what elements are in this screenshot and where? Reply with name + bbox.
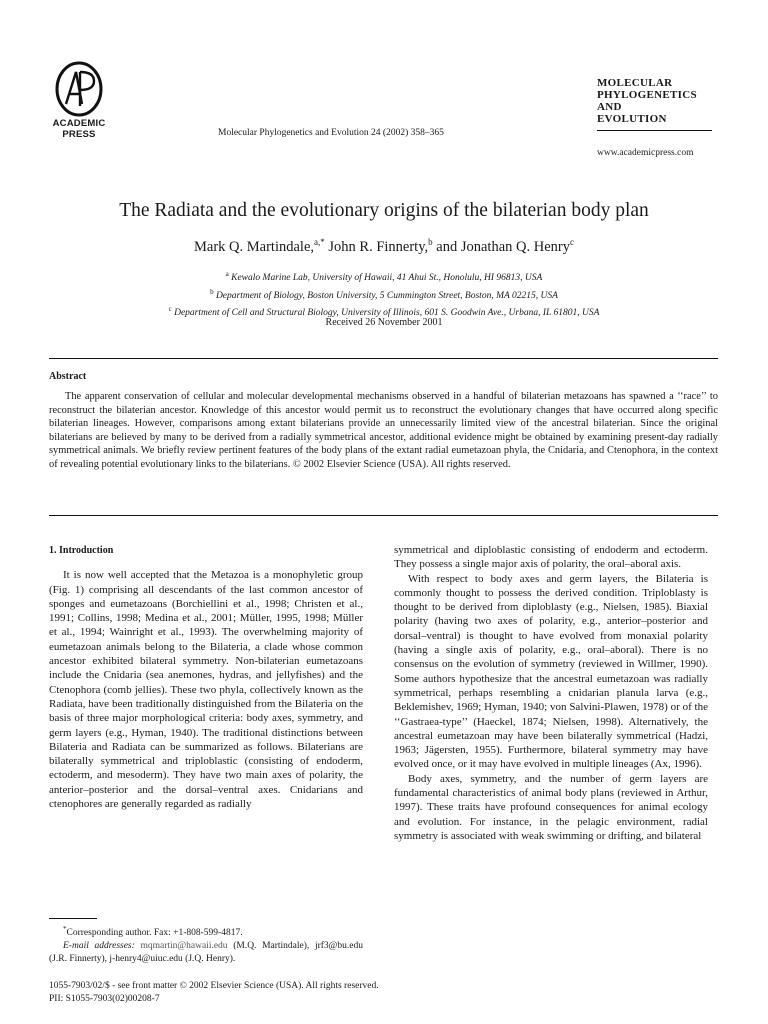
- body-paragraph: With respect to body axes and germ layers, the Bilateria is commonly thought to possess the derived condition. Triploblasty is thought to be derived from diploblasty (e.g., Nielsen, 1985). Biaxial polarity (having two axes of polarity, e.g., anterior–posterior and dorsal–ventral) is thought to have evolved from monaxial polarity (having a single axis of polarity, e.g., oral–aboral). There is no consensus on the evolution of symmetry (reviewed in Willmer, 1990). Some authors hypothesize that the ancestral eumetazoan was radially symmetrical, perhaps resembling a cnidarian planula larva (e.g., Beklemishev, 1969; Hyman, 1940; von Salvini-Plawen, 1978) or of the ‘‘Gastraea-type’’ (Haeckel, 1874; Nielsen, 1998). Alternatively, the ancestral eumetazoan may have been bilaterally symmetrical (Hadzi, 1963; Jägersten, 1955). Furthermore, bilateral symmetry may have evolved once, or it may have evolved in multiple lineages (Ax, 1996).: [394, 572, 708, 771]
- abstract-top-rule: [49, 358, 718, 359]
- email-link[interactable]: mqmartin@hawaii.edu: [140, 941, 228, 952]
- footnote-corresponding: *Corresponding author. Fax: +1-808-599-4817.: [63, 925, 243, 939]
- journal-name: MOLECULAR PHYLOGENETICS AND EVOLUTION: [597, 77, 697, 125]
- publisher-logo: [44, 60, 124, 140]
- publisher-name: ACADEMIC PRESS: [52, 118, 106, 140]
- ap-logo-icon: [52, 60, 106, 118]
- affiliation: $^a$ Kewalo Marine Lab, University of Hawaii, 41 Ahui St., Honolulu, HI 96813, USA: [225, 270, 543, 284]
- journal-divider: [597, 130, 712, 131]
- copyright-line: 1055-7903/02/$ - see front matter © 2002 Elsevier Science (USA). All rights reserved. PII: S1055-7903(02)00208-7: [49, 981, 379, 1004]
- footnote-rule: [49, 918, 97, 919]
- right-column: [394, 543, 708, 843]
- footnote-emails: E-mail addresses: mqmartin@hawaii.edu (M.Q. Martindale), jrf3@bu.edu (J.R. Finnerty), j-henry4@uiuc.edu (J.Q. Henry).: [49, 941, 364, 965]
- footnote: [49, 923, 363, 966]
- abstract-bottom-rule: [49, 515, 718, 516]
- abstract-heading: Abstract: [49, 371, 87, 382]
- journal-url[interactable]: www.academicpress.com: [597, 148, 694, 158]
- author-name: and Jonathan Q. Henry: [432, 238, 570, 255]
- article-title: The Radiata and the evolutionary origins of the bilaterian body plan: [119, 200, 649, 221]
- body-paragraph: Body axes, symmetry, and the number of germ layers are fundamental characteristics of animal body plans (reviewed in Arthur, 1997). These traits have profound consequences for animal ecology and evolution. For instance, in the pelagic environment, radial symmetry is associated with weak swimming or drifting, and bilateral: [394, 772, 708, 842]
- received-date: Received 26 November 2001: [325, 317, 443, 328]
- author-affil-marker: b: [428, 237, 433, 247]
- abstract-text: The apparent conservation of cellular and molecular developmental mechanisms observed in a handful of bilaterian metazoans has spawned a ‘‘race’’ to reconstruct the bilaterian ancestor. Knowledge of this ancestor would permit us to reconstruct the evolutionary changes that have occurred along specific bilaterian lineages. However, comparisons among extant bilaterians provide an unnecessarily limited view of the ancestral bilaterian. Since the original bilaterians are believed by many to be derived from a radially symmetrical ancestor, additional evidence might be obtained by examining present-day radially symmetrical animals. We briefly review pertinent features of the body plans of the extant radial eumetazoan phyla, the Cnidaria, and Ctenophora, in the context of revealing potential evolutionary links to the bilaterians. © 2002 Elsevier Science (USA). All rights reserved.: [49, 391, 718, 470]
- journal-reference: Molecular Phylogenetics and Evolution 24 (2002) 358–365: [218, 128, 444, 138]
- author-affil-marker: a,*: [314, 237, 325, 247]
- author-list: [0, 237, 768, 256]
- body-paragraph: It is now well accepted that the Metazoa is a monophyletic group (Fig. 1) comprising all descendants of the last common ancestor of sponges and eumetazoans (Borchiellini et al., 1998; Christen et al., 1991; Collins, 1998; Medina et al., 2001; Müller, 1995, 1998; Müller et al., 1994; Wainright et al., 1993). The overwhelming majority of eumetazoan animals belong to the Bilateria, a clade whose common ancestor exhibited bilateral symmetry. Non-bilaterian eumetazoans include the Cnidaria (sea anemones, hydras, and jellyfishes) and the Ctenophora (comb jellies). These two phyla, collectively known as the Radiata, have been traditionally distinguished from the Bilateria on the basis of three major morphological criteria: body axes, symmetry, and germ layers (e.g., Hyman, 1940). The traditional distinctions between Bilateria and Radiata can be summarized as follows. Bilaterians are bilaterally symmetrical and triploblastic (consisting of endoderm, ectoderm, and mesoderm). They have two main axes of polarity, the anterior–posterior and the dorsal–ventral axes. Cnidarians and ctenophores are generally regarded as radially: [49, 569, 363, 811]
- section-heading: 1. Introduction: [49, 545, 114, 556]
- affiliation: $^b$ Department of Biology, Boston University, 5 Cummington Street, Boston, MA 02215, USA: [210, 287, 558, 301]
- author-name: John R. Finnerty,: [324, 238, 429, 255]
- affiliations: [0, 268, 768, 321]
- body-paragraph: symmetrical and diploblastic consisting of endoderm and ectoderm. They possess a single major axis of polarity, the oral–aboral axis.: [394, 544, 708, 571]
- author-name: Mark Q. Martindale,: [194, 238, 315, 255]
- author-affil-marker: c: [569, 237, 574, 247]
- left-column: [49, 540, 363, 811]
- affiliation: $^c$ Department of Cell and Structural Biology, University of Illinois, 601 S. Goodwin Ave., Urbana, IL 61801, USA: [168, 305, 600, 319]
